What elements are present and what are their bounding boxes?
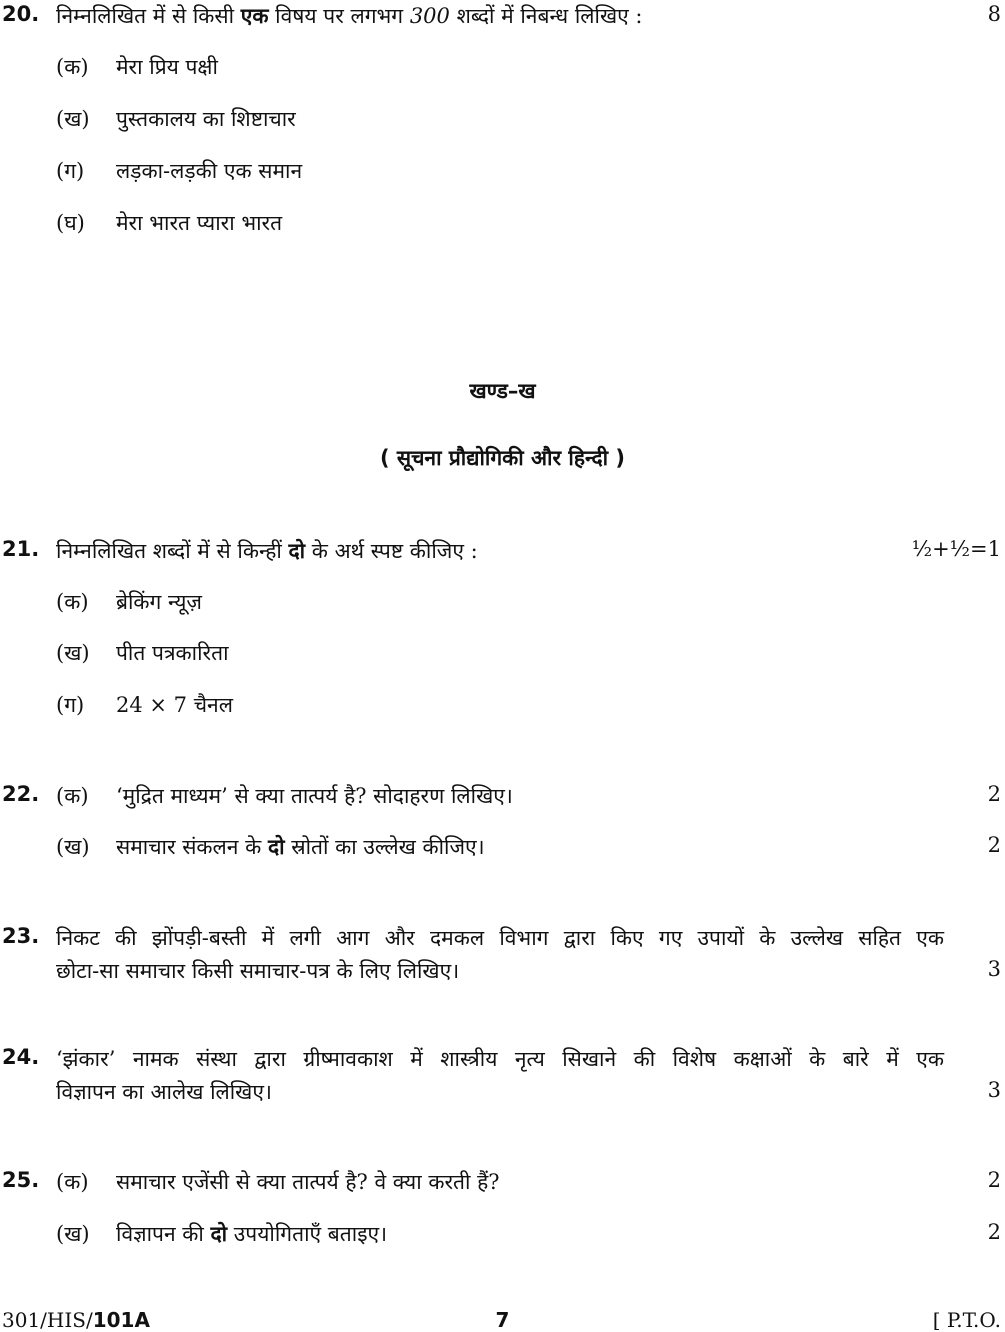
question-text-line1: ‘झंकार’ नामक संस्था द्वारा ग्रीष्मावकाश में शास्त्रीय नृत्य सिखाने की विशेष कक्षाओं के बारे में एक bbox=[56, 1047, 944, 1071]
option-label: (ख) bbox=[56, 641, 90, 665]
question-number: 25. bbox=[2, 1168, 40, 1192]
option-text: 24 × 7 चैनल bbox=[116, 693, 233, 717]
pto: [ P.T.O. bbox=[932, 1308, 1001, 1332]
option-text: ‘मुद्रित माध्यम’ से क्या तात्पर्य है? सोदाहरण लिखिए। bbox=[116, 784, 513, 808]
page-number: 7 bbox=[495, 1308, 510, 1332]
marks: ½+½=1 bbox=[911, 537, 1001, 561]
option-label: (ग) bbox=[56, 159, 85, 183]
option-text: समाचार एजेंसी से क्या तात्पर्य है? वे क्या करती हैं? bbox=[116, 1170, 500, 1194]
question-number: 22. bbox=[2, 782, 40, 806]
marks: 3 bbox=[987, 957, 1001, 981]
option-text: लड़का-लड़की एक समान bbox=[116, 159, 303, 183]
option-label: (ख) bbox=[56, 835, 90, 859]
option-label: (क) bbox=[56, 590, 89, 614]
question-text: निम्नलिखित शब्दों में से किन्हीं दो के अर्थ स्पष्ट कीजिए : bbox=[56, 539, 478, 563]
option-text: पीत पत्रकारिता bbox=[116, 641, 229, 665]
option-text: समाचार संकलन के दो स्रोतों का उल्लेख कीजिए। bbox=[116, 835, 485, 859]
question-number: 24. bbox=[2, 1045, 40, 1069]
option-label: (ग) bbox=[56, 693, 85, 717]
option-label: (क) bbox=[56, 784, 89, 808]
question-number: 23. bbox=[2, 924, 40, 948]
option-text: ब्रेकिंग न्यूज़ bbox=[116, 590, 203, 614]
question-number: 21. bbox=[2, 537, 40, 561]
option-label: (घ) bbox=[56, 211, 85, 235]
option-text: मेरा भारत प्यारा भारत bbox=[116, 211, 283, 235]
question-text-line1: निकट की झोंपड़ी-बस्ती में लगी आग और दमकल विभाग द्वारा किए गए उपायों के उल्लेख सहित एक bbox=[56, 926, 944, 950]
marks: 2 bbox=[987, 1220, 1001, 1244]
marks: 3 bbox=[987, 1078, 1001, 1102]
paper-code: 301/HIS/101A bbox=[2, 1308, 150, 1332]
option-label: (ख) bbox=[56, 107, 90, 131]
question-number: 20. bbox=[2, 2, 40, 26]
marks: 2 bbox=[987, 1168, 1001, 1192]
marks: 8 bbox=[987, 2, 1001, 26]
option-label: (क) bbox=[56, 1170, 89, 1194]
section-title: खण्ड–ख bbox=[469, 379, 536, 403]
option-text: पुस्तकालय का शिष्टाचार bbox=[116, 107, 296, 131]
marks: 2 bbox=[987, 782, 1001, 806]
question-text-line2: विज्ञापन का आलेख लिखिए। bbox=[56, 1080, 272, 1104]
option-text: मेरा प्रिय पक्षी bbox=[116, 55, 218, 79]
option-label: (क) bbox=[56, 55, 89, 79]
option-text: विज्ञापन की दो उपयोगिताएँ बताइए। bbox=[116, 1222, 388, 1246]
question-text: निम्नलिखित में से किसी एक विषय पर लगभग 300 शब्दों में निबन्ध लिखिए : bbox=[56, 4, 643, 28]
section-subtitle: ( सूचना प्रौद्योगिकी और हिन्दी ) bbox=[379, 446, 625, 470]
question-text-line2: छोटा-सा समाचार किसी समाचार-पत्र के लिए लिखिए। bbox=[56, 959, 460, 983]
marks: 2 bbox=[987, 833, 1001, 857]
option-label: (ख) bbox=[56, 1222, 90, 1246]
